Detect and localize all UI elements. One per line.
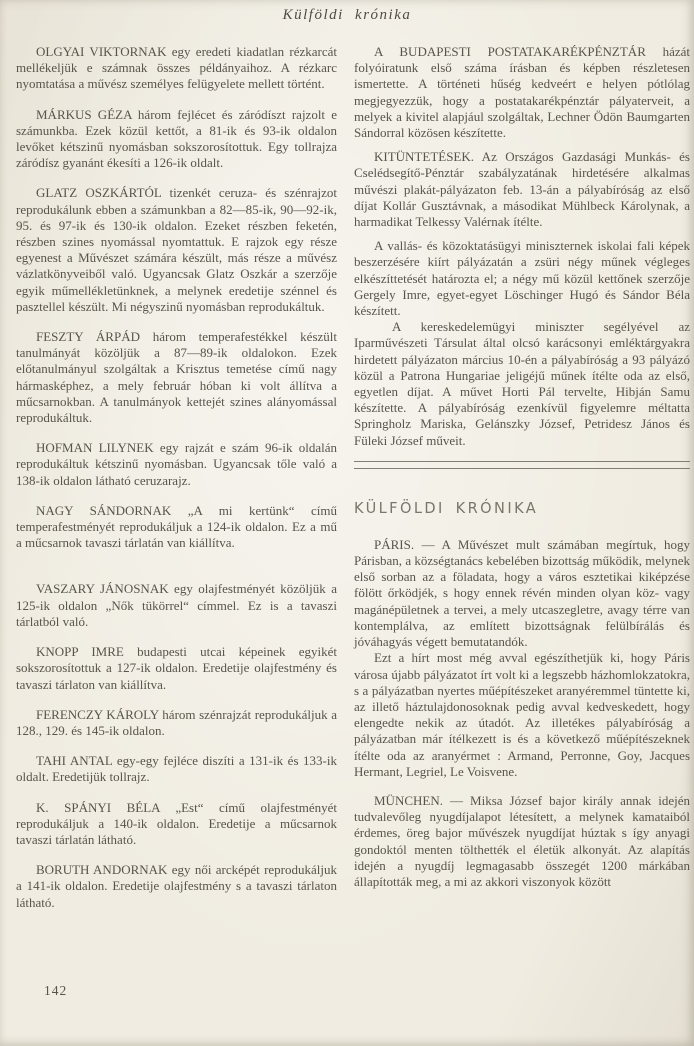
running-header: Külföldi krónika [282,7,412,23]
news-item-markus: MÁRKUS GÉZA három fejlécet és záródíszt rajzolt e számunkba. Ezek közül kettőt, a 81-ik és 93-ik oldalon levőket kétszinű nyomásban sokszorosítottuk. Egy tollrajza záródísz gyanánt ékesíti a 126-ik oldalt. [16,106,337,171]
news-item-vallas-miniszter: A vallás- és közoktatásügyi miniszternek iskolai fali képek beszerzésére kiírt pályázatán a zsüri négy műnek végleges elkészíttetését határozta el; a négy mű közül kettőnek szerzője Gergely Imre, egyet-egyet Löschinger Hugó és Sándor Béla készített. [354,238,690,319]
page-number: 142 [44,983,68,998]
news-item-hofman: HOFMAN LILYNEK egy rajzát e szám 96-ik oldalán reprodukáltuk kétszinű nyomásban. Ugyancsak tőle való a 138-ik oldalon látható ceruzarajz. [16,440,337,488]
news-item-boruth: BORUTH ANDORNAK egy női arcképét reprodukáljuk a 141-ik oldalon. Eredetije olajfestmény s a tavaszi tárlaton látható. [16,862,337,910]
section-divider-rule [354,461,690,469]
news-item-tahi: TAHI ANTAL egy-egy fejléce diszíti a 131-ik és 133-ik oldalt. Eredetijük tollrajz. [16,753,337,785]
section-heading-kulfoldi-kronika: KÜLFÖLDI KRÓNIKA [354,498,539,517]
news-item-paris-continued: Ezt a hírt most még avval egészíthetjük ki, hogy Páris városa újabb pályázatot írt volt ki a legszebb házhomlokzatokra, s a pályázatban nyertes műépítészeket aranyéremmel tüntette ki, az illető háztulajdonosoknak pedig avval kedveskedett, hogy elengedte nekik az útadót. Az illetékes pályabíróság a pályázatban már ítélkezett is és a következő műépítészeknek ítélte oda az aranyérmet : Armand, Perronne, Goy, Jacques Hermant, Legriel, Le Voisvene. [354,650,690,779]
news-item-paris: PÁRIS. — A Művészet mult számában megírtuk, hogy Párisban, a községtanács kebelében bizottság működik, melynek első sorban az a föladata, hogy a város esztetikai kiképzése fölött őrködjék, s hogy ennek révén minden olyan köz- vagy magánépületnek a tervei, a mely utcaszegletre, avagy térre van kontemplálva, az említett bizottságnak felülbírálás és jóváhagyás végett bemutatandók. [354,536,690,650]
news-item-kituntetesek: KITÜNTETÉSEK. Az Országos Gazdasági Munkás- és Cselédsegítő-Pénztár szabályzatának hirdetésére alkalmas művészi plakát-pályázaton feb. 13-án a pályabíróság az első díjat Kollár Gusztávnak, a másodikat Mühlbeck Károlynak, a harmadikat Telkessy Valérnak ítélte. [354,149,690,230]
news-item-munchen: MÜNCHEN. — Miksa József bajor király annak idején tudvalevőleg nyugdíjalapot létesített, a melynek kamataiból érdemes, öreg bajor művészek nyugdíjat húztak s így anyagi gondoktól menten tölthették el életük alkonyát. Az alapítás idején a nyugdíj legmagasabb összegét 1200 márkában állapították meg, a mi az akkori viszonyok között [354,792,690,889]
news-item-glatz: GLATZ OSZKÁRTÓL tizenkét ceruza- és szénrajzot reprodukálunk ebben a számunkban a 82—85-ik, 90—92-ik, 95. és 97-ik és 130-ik oldalon. Ezeket részben feketén, részben szines nyomással nyomtattuk. E rajzok egy része egyenest a Művészet számára készült, más része a művész vázlatkönyveiből való. Ugyancsak Glatz Oszkár a szerzője egyik műmellékletünknek, a melynek eredetije szénnel és pasztellel készült. Mi négyszinű nyomásban reprodukáltuk. [16,185,337,314]
news-item-spanyi: K. SPÁNYI BÉLA „Est“ című olajfestményét reprodukáljuk a 140-ik oldalon. Eredetije a műcsarnok tavaszi tárlatán látható. [16,799,337,847]
news-item-kereskedelemugyi: A kereskedelemügyi miniszter segélyével az Iparművészeti Társulat által olcsó karácsonyi emléktárgyakra hirdetett pályázaton március 10-én a pályabíróság a 93 pályázó közül a Patrona Hungariae jeligéjű műnek ítélte oda az első, egyetlen díjat. A művet Horti Pál tervelte, Hibján Samu készítette. A pályabíróság ezenkívül figyelemre méltatta Springholz Mariska, Gelánszky József, Petridesz János és Füleki József műveit. [354,319,690,448]
news-item-feszty: FESZTY ÁRPÁD három temperafestékkel készült tanulmányát közöljük a 87—89-ik oldalokon. Ezek előtanulmányul szolgáltak a Krisztus temetése című nagy hármasképhez, a mely február hóban ki volt állítva a műcsarnokban. A tanulmányok kettejét szines alányomással reprodukáltuk. [16,329,337,426]
news-item-postatakarekpenztar: A BUDAPESTI POSTATAKARÉKPÉNZTÁR házát folyóiratunk első száma írásban és képben részletesen ismertette. A történeti hűség kedveért e helyen pótlólag megjegyezzük, hogy a postatakarékpénztár pályaterveit, a melyek a kivitel alapjául szolgáltak, Lechner Ödön Baumgarten Sándorral közösen készítette. [354,44,690,141]
text-columns [16,44,690,911]
news-item-nagy: NAGY SÁNDORNAK „A mi kertünk“ című temperafestményét reprodukáljuk a 124-ik oldalon. Ez a mű a műcsarnok tavaszi tárlatán van kiállítva. [16,502,337,551]
news-item-ferenczy: FERENCZY KÁROLY három szénrajzát reprodukáljuk a 128., 129. és 145-ik oldalon. [16,706,337,738]
left-column [16,44,337,911]
news-item-knopp: KNOPP IMRE budapesti utcai képeinek egyikét sokszorosítottuk a 127-ik oldalon. Eredetije olajfestmény és tavaszi tárlaton van kiállítva. [16,644,337,692]
news-item-olgyai: OLGYAI VIKTORNAK egy eredeti kiadatlan rézkarcát mellékeljük e számnak összes példányaihoz. A rézkarc nyomtatása a művész személyes felügyelete mellett történt. [16,44,337,92]
right-column [354,44,690,911]
news-item-vaszary: VASZARY JÁNOSNAK egy olajfestményét közöljük a 125-ik oldalon „Nők tükörrel“ címmel. Ez is a tavaszi tárlatból való. [16,581,337,629]
